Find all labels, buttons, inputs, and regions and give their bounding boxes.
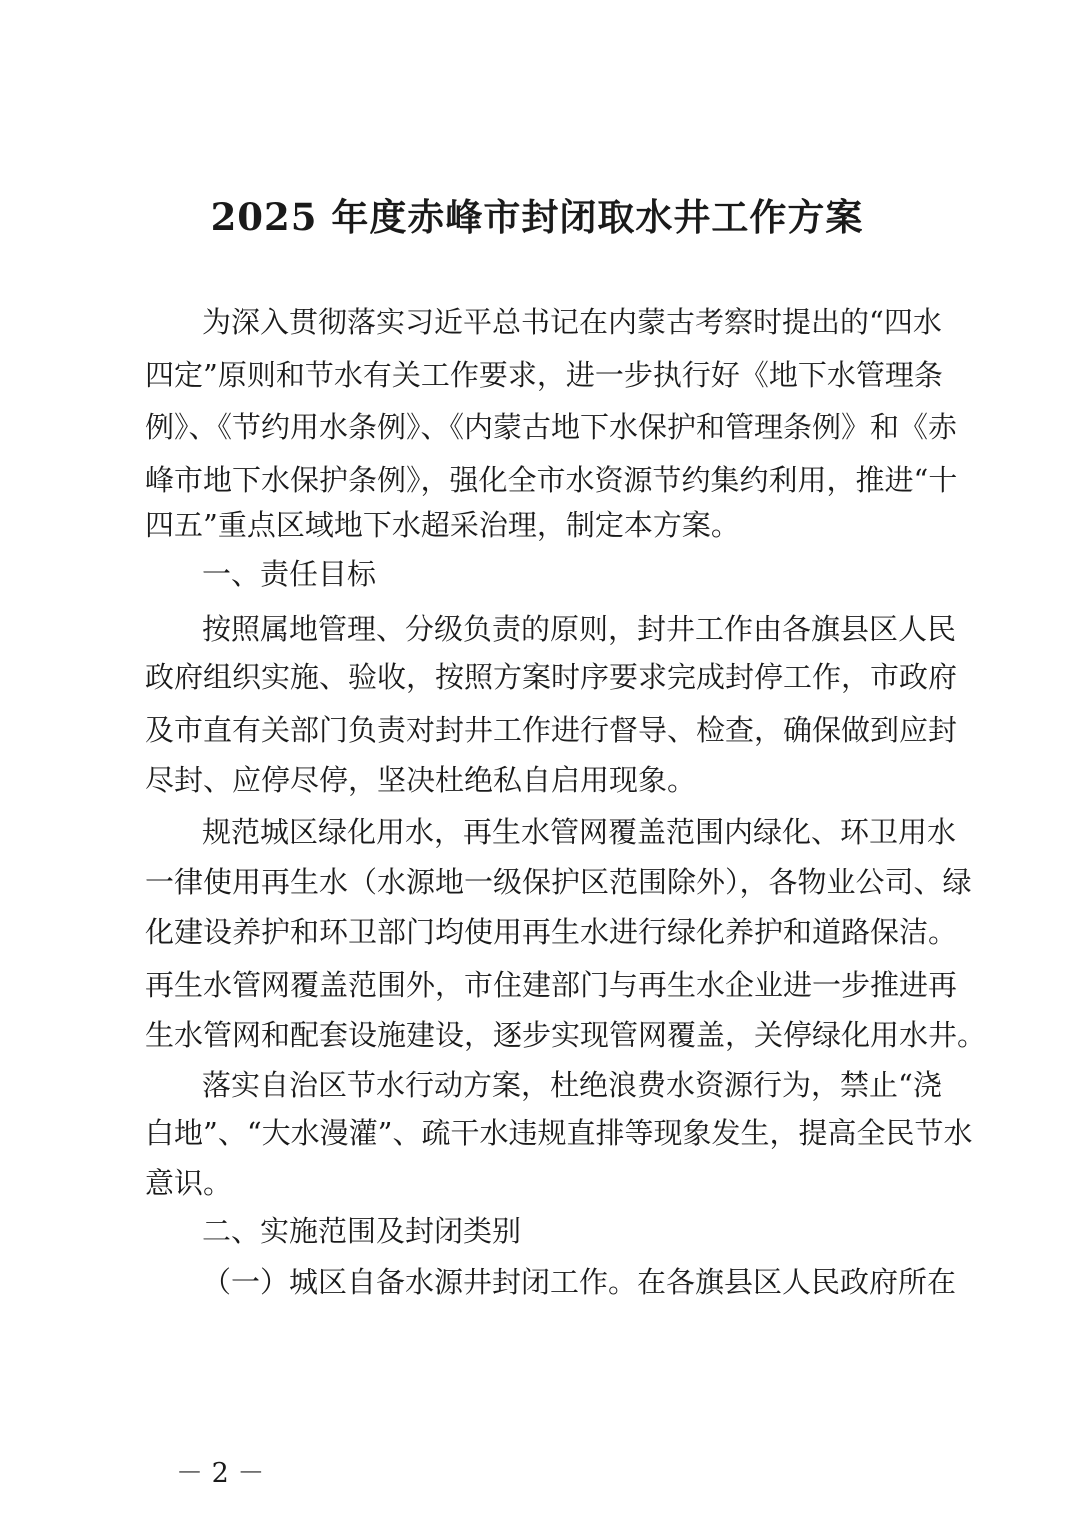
intro-line-1: 为深入贯彻落实习近平总书记在内蒙古考察时提出的“四水	[202, 305, 942, 339]
section-1-para-3-line-2: 白地”、“大水漫灌”、疏干水违规直排等现象发生，提高全民节水	[145, 1116, 973, 1150]
section-2-para-1-line-1: （一）城区自备水源井封闭工作。在各旗县区人民政府所在	[202, 1265, 957, 1299]
section-1-para-1-line-1: 按照属地管理、分级负责的原则，封井工作由各旗县区人民	[202, 612, 957, 646]
intro-line-5: 四五”重点区域地下水超采治理，制定本方案。	[145, 508, 740, 542]
intro-line-4: 峰市地下水保护条例》，强化全市水资源节约集约利用，推进“十	[145, 463, 958, 497]
section-2-heading: 二、实施范围及封闭类别	[202, 1214, 522, 1248]
section-1-para-3-line-3: 意识。	[145, 1166, 233, 1200]
section-1-para-2-line-5: 生水管网和配套设施建设，逐步实现管网覆盖，关停绿化用水井。	[145, 1018, 987, 1052]
section-1-para-2-line-1: 规范城区绿化用水，再生水管网覆盖范围内绿化、环卫用水	[202, 815, 957, 849]
section-1-para-1-line-2: 政府组织实施、验收，按照方案时序要求完成封停工作，市政府	[145, 660, 958, 694]
section-1-para-2-line-2: 一律使用再生水（水源地一级保护区范围除外），各物业公司、绿	[145, 865, 972, 899]
intro-line-2: 四定”原则和节水有关工作要求，进一步执行好《地下水管理条	[145, 358, 943, 392]
section-1-heading: 一、责任目标	[202, 557, 377, 591]
section-1-para-1-line-3: 及市直有关部门负责对封井工作进行督导、检查，确保做到应封	[145, 713, 958, 747]
section-1-para-2-line-4: 再生水管网覆盖范围外，市住建部门与再生水企业进一步推进再	[145, 968, 958, 1002]
section-1-para-1-line-4: 尽封、应停尽停，坚决杜绝私自启用现象。	[145, 763, 697, 797]
section-1-para-3-line-1: 落实自治区节水行动方案，杜绝浪费水资源行为，禁止“浇	[202, 1068, 942, 1102]
document-title: 2025 年度赤峰市封闭取水井工作方案	[210, 195, 864, 239]
section-1-para-2-line-3: 化建设养护和环卫部门均使用再生水进行绿化养护和道路保洁。	[145, 915, 958, 949]
page-number: － 2 －	[176, 1458, 265, 1489]
intro-line-3: 例》、《节约用水条例》、《内蒙古地下水保护和管理条例》和《赤	[145, 410, 958, 444]
